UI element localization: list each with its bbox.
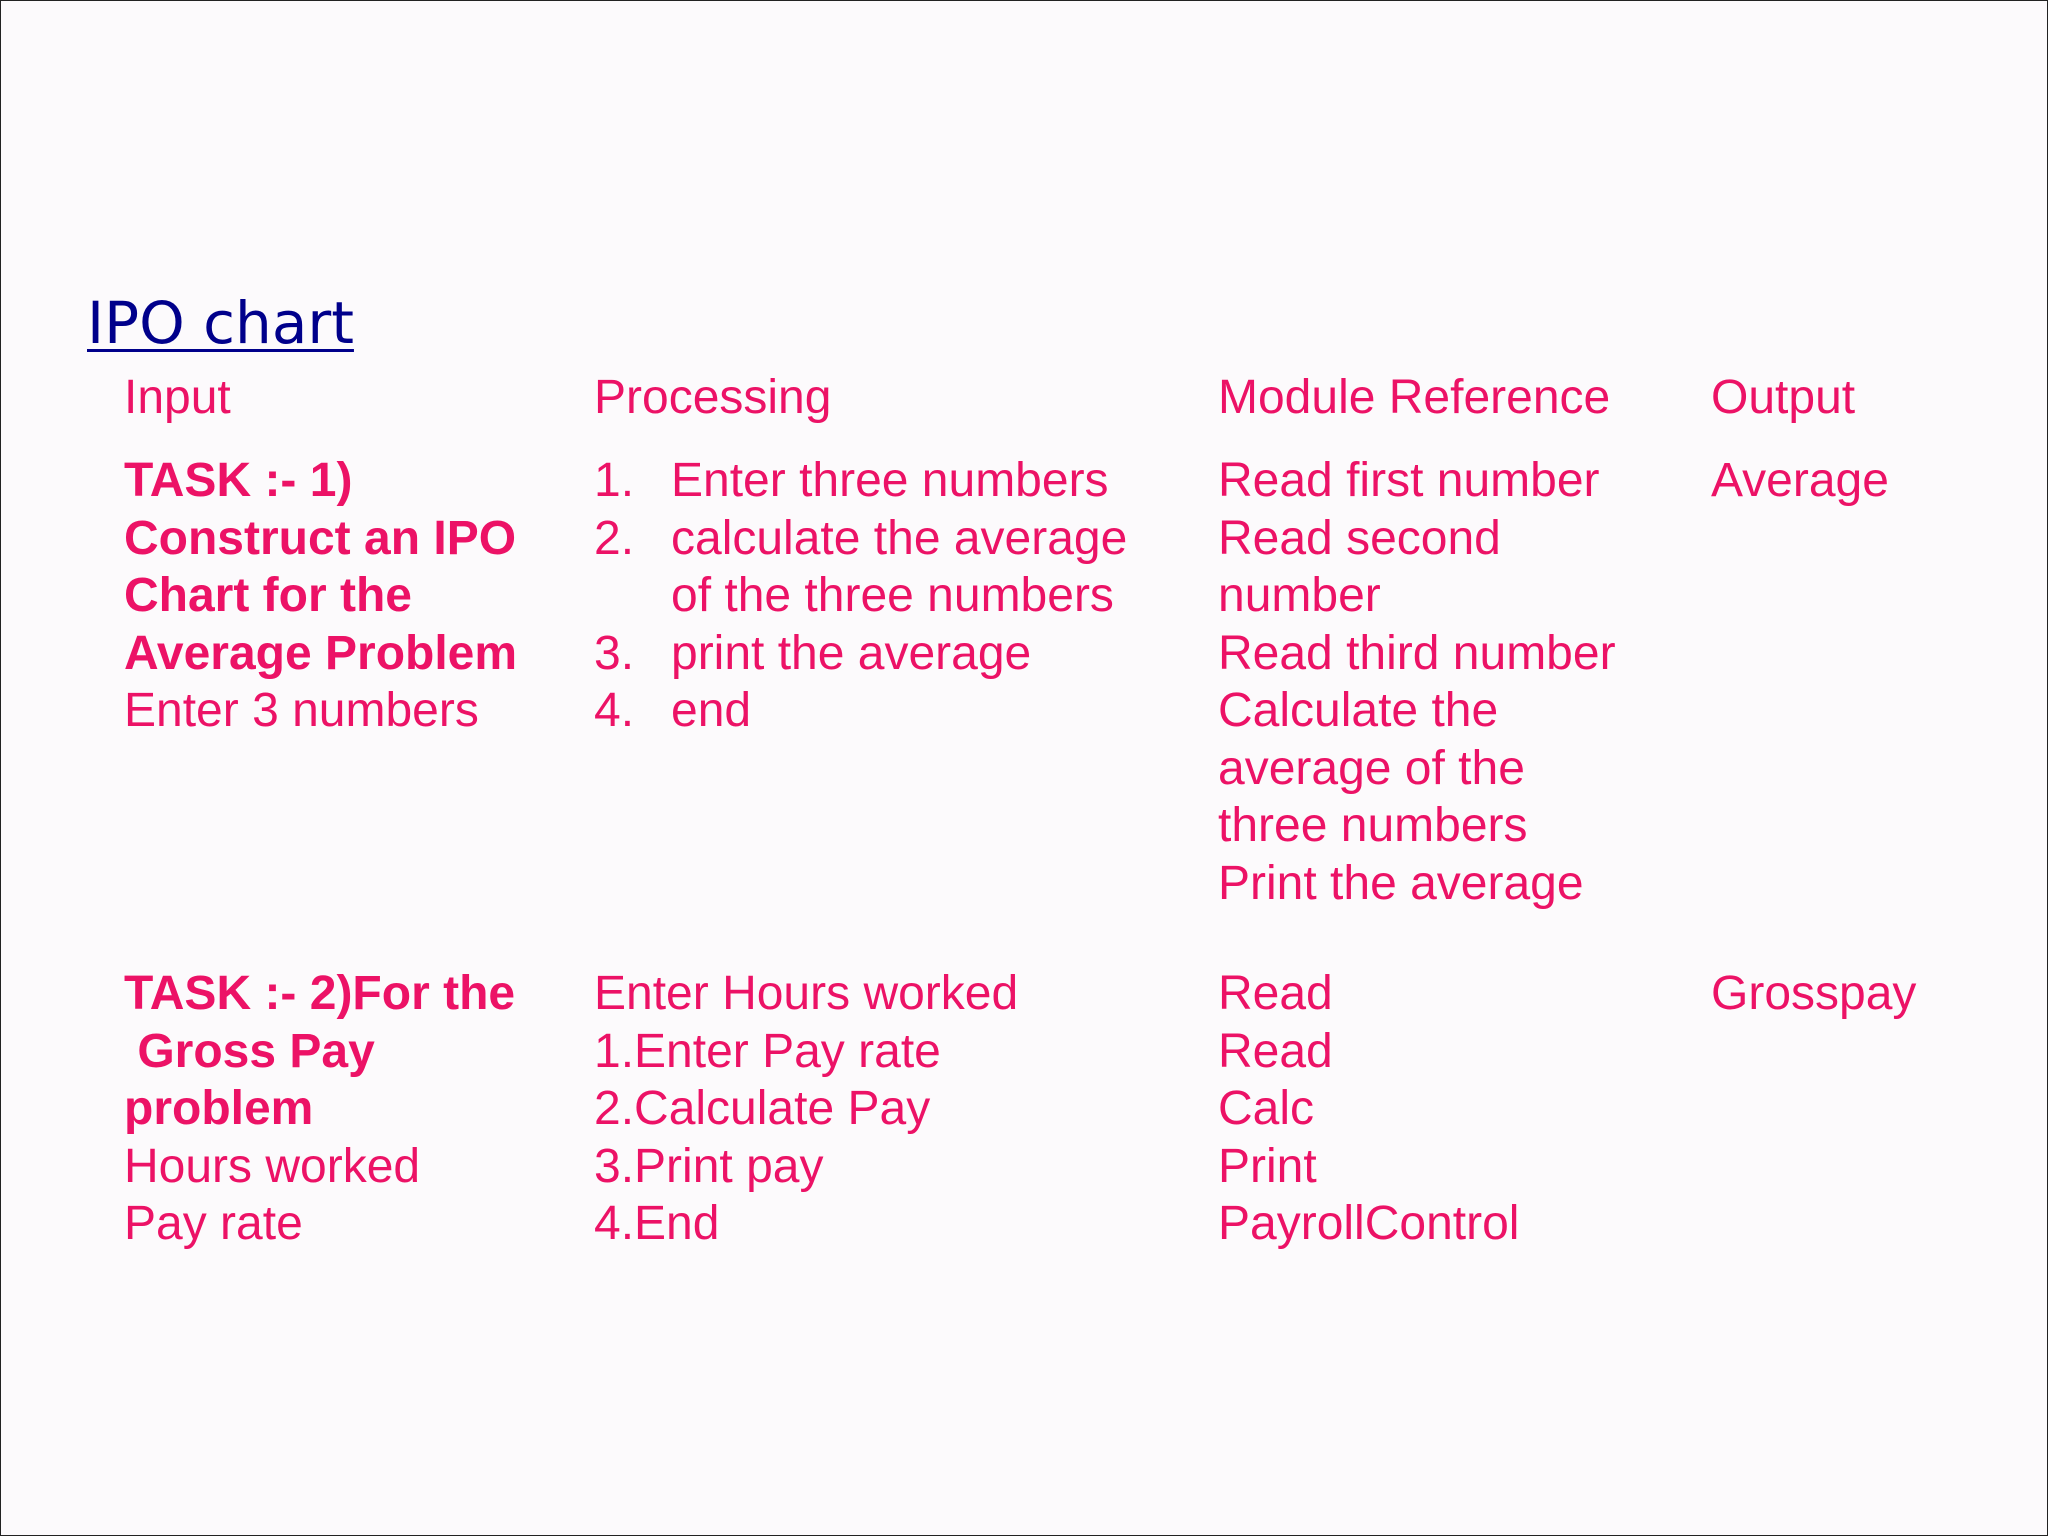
task2-heading-line: Gross Pay (124, 1024, 375, 1078)
module-line: Calculate the (1218, 684, 1499, 737)
page-title: IPO chart (87, 289, 354, 357)
task2-input-cell (124, 965, 515, 1253)
task1-input-cell (124, 452, 517, 740)
processing-line: 1.Enter Pay rate (594, 1024, 941, 1078)
module-line: Read second (1218, 511, 1501, 565)
step-text: Enter three numbers (671, 454, 1109, 507)
processing-line: 3.Print pay (594, 1139, 824, 1193)
module-line: average of the (1218, 741, 1525, 795)
step-text-block (671, 510, 1127, 625)
task2-input-line: Pay rate (124, 1197, 303, 1250)
task1-heading-line: Construct an IPO (124, 511, 517, 565)
module-line: three numbers (1218, 799, 1528, 852)
processing-line: Enter Hours worked (594, 967, 1019, 1020)
step-number: 2. (594, 511, 635, 565)
processing-step (594, 510, 1127, 625)
task2-module-reference-cell (1218, 965, 1519, 1253)
module-line: Read (1218, 1024, 1333, 1078)
step-number: 3. (594, 626, 635, 680)
task1-module-reference-cell (1218, 452, 1616, 912)
task1-heading-line: Average Problem (124, 626, 518, 680)
step-number: 4. (594, 684, 635, 737)
task2-input-line: Hours worked (124, 1139, 421, 1193)
module-line: Calc (1218, 1082, 1315, 1135)
task2-output-cell (1711, 965, 1916, 1023)
module-line: Read third number (1218, 626, 1616, 680)
header-output: Output (1711, 371, 1856, 424)
task1-input-line: Enter 3 numbers (124, 684, 479, 737)
processing-step (594, 625, 1127, 683)
step-text: of the three numbers (671, 569, 1114, 622)
processing-step (594, 452, 1127, 510)
header-input: Input (124, 371, 231, 424)
header-module-reference: Module Reference (1218, 371, 1611, 424)
module-line: Read (1218, 967, 1333, 1020)
step-text: end (671, 684, 752, 737)
step-text: calculate the average (671, 511, 1128, 565)
module-line: Read first number (1218, 454, 1600, 507)
module-line: Print the average (1218, 856, 1584, 910)
task1-heading-line: TASK :- 1) (124, 454, 353, 507)
module-line: PayrollControl (1218, 1197, 1520, 1250)
output-line: Average (1711, 454, 1889, 507)
task2-heading-line: TASK :- 2)For the (124, 967, 516, 1020)
task2-heading-line: problem (124, 1082, 314, 1135)
step-number: 1. (594, 454, 635, 507)
module-line: number (1218, 569, 1381, 622)
processing-line: 2.Calculate Pay (594, 1082, 931, 1135)
task1-processing-list (594, 452, 1127, 740)
task1-output-cell (1711, 452, 1889, 510)
module-line: Print (1218, 1139, 1317, 1193)
task1-heading-line: Chart for the (124, 569, 412, 622)
step-text: print the average (671, 626, 1032, 680)
output-line: Grosspay (1711, 967, 1917, 1020)
processing-step (594, 682, 1127, 740)
header-processing: Processing (594, 371, 832, 424)
task2-processing-cell (594, 965, 1018, 1253)
processing-line: 4.End (594, 1197, 720, 1250)
